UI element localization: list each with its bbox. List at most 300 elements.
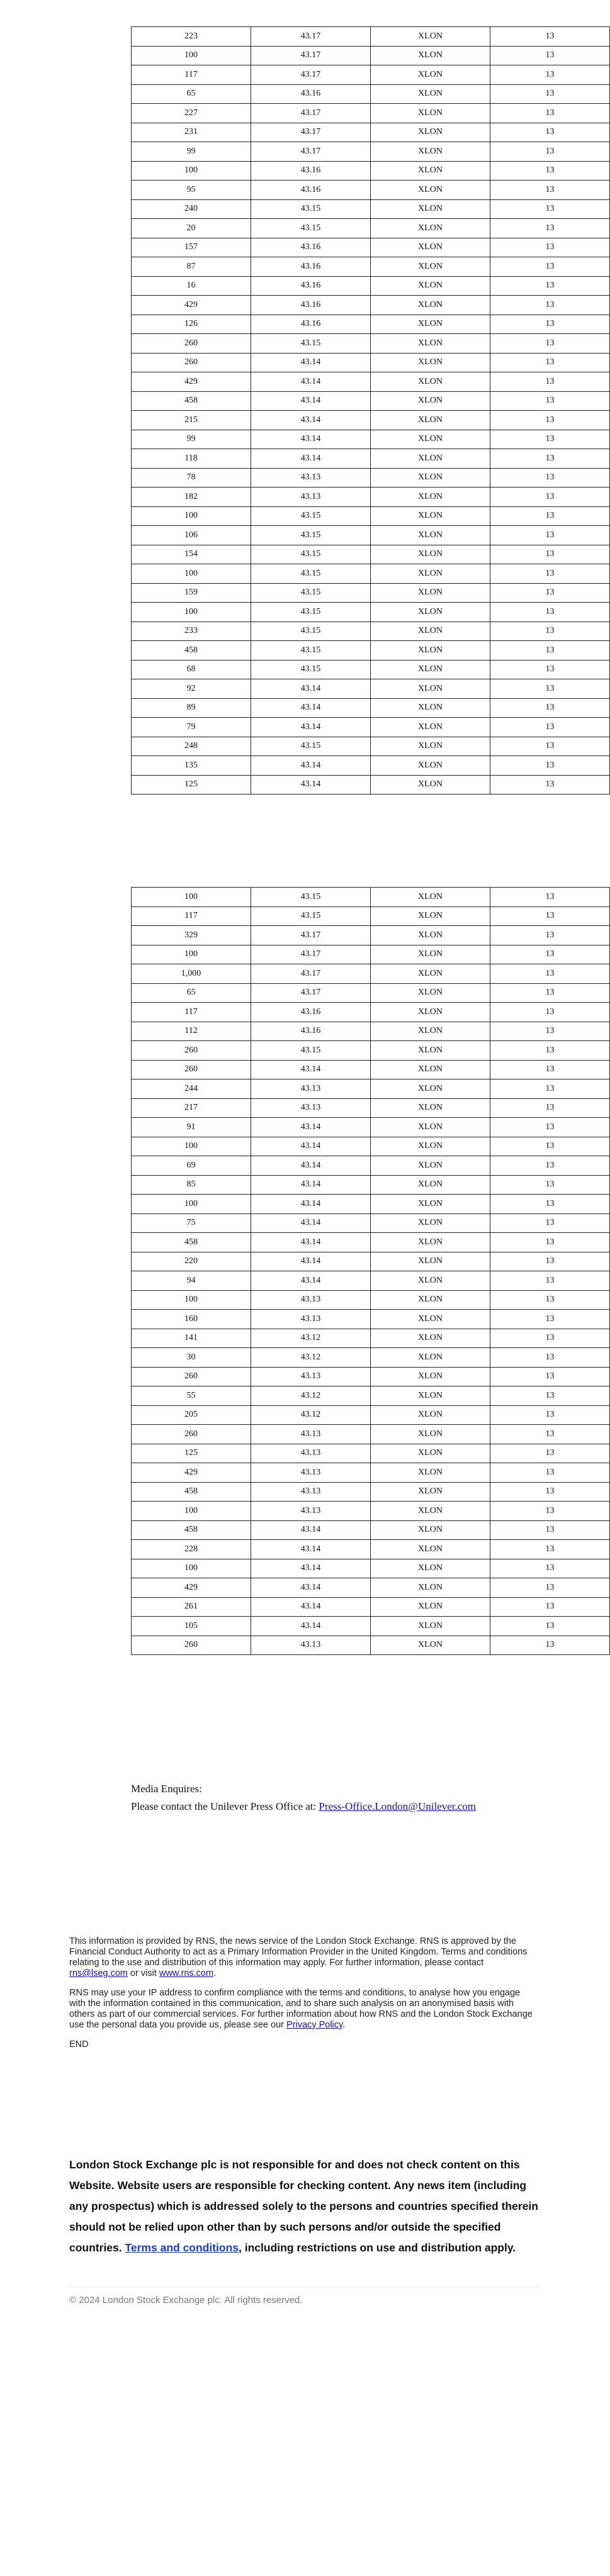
time-cell: 13 (490, 641, 610, 661)
time-cell: 13 (490, 1502, 610, 1521)
price-cell: 43.13 (251, 1079, 371, 1099)
volume-cell: 117 (132, 65, 251, 85)
table-row (132, 123, 610, 142)
volume-cell: 65 (132, 983, 251, 1003)
table-row (132, 411, 610, 430)
time-cell: 13 (490, 506, 610, 526)
volume-cell: 118 (132, 449, 251, 469)
price-cell: 43.12 (251, 1348, 371, 1368)
time-cell: 13 (490, 123, 610, 142)
volume-cell: 20 (132, 219, 251, 238)
volume-cell: 69 (132, 1156, 251, 1176)
price-cell: 43.12 (251, 1405, 371, 1425)
volume-cell: 95 (132, 181, 251, 200)
volume-cell: 92 (132, 679, 251, 699)
end-label: END (69, 2039, 89, 2049)
time-cell: 13 (490, 1137, 610, 1156)
table-row (132, 1290, 610, 1310)
volume-cell: 228 (132, 1540, 251, 1559)
venue-cell: XLON (371, 1444, 490, 1463)
venue-cell: XLON (371, 718, 490, 737)
volume-cell: 100 (132, 506, 251, 526)
venue-cell: XLON (371, 1482, 490, 1502)
time-cell: 13 (490, 1003, 610, 1022)
volume-cell: 244 (132, 1079, 251, 1099)
venue-cell: XLON (371, 1540, 490, 1559)
time-cell: 13 (490, 1425, 610, 1444)
volume-cell: 30 (132, 1348, 251, 1368)
venue-cell: XLON (371, 161, 490, 181)
venue-cell: XLON (371, 123, 490, 142)
venue-cell: XLON (371, 641, 490, 661)
time-cell: 13 (490, 411, 610, 430)
time-cell: 13 (490, 1252, 610, 1271)
time-cell: 13 (490, 906, 610, 926)
price-cell: 43.15 (251, 506, 371, 526)
volume-cell: 100 (132, 1195, 251, 1214)
table-row (132, 238, 610, 257)
venue-cell: XLON (371, 926, 490, 945)
volume-cell: 100 (132, 1137, 251, 1156)
price-cell: 43.13 (251, 468, 371, 488)
time-cell: 13 (490, 430, 610, 449)
price-cell: 43.17 (251, 46, 371, 65)
volume-cell: 227 (132, 104, 251, 123)
table-row (132, 1617, 610, 1636)
table-row (132, 945, 610, 964)
volume-cell: 260 (132, 1367, 251, 1386)
venue-cell: XLON (371, 660, 490, 679)
venue-cell: XLON (371, 1156, 490, 1176)
table-row (132, 964, 610, 984)
volume-cell: 429 (132, 296, 251, 315)
table-row (132, 1060, 610, 1079)
time-cell: 13 (490, 46, 610, 65)
price-cell: 43.16 (251, 161, 371, 181)
price-cell: 43.17 (251, 945, 371, 964)
volume-cell: 141 (132, 1329, 251, 1348)
time-cell: 13 (490, 718, 610, 737)
price-cell: 43.14 (251, 756, 371, 776)
volume-cell: 126 (132, 315, 251, 334)
table-row (132, 564, 610, 584)
price-cell: 43.14 (251, 449, 371, 469)
table-row (132, 888, 610, 907)
time-cell: 13 (490, 603, 610, 622)
price-cell: 43.14 (251, 1213, 371, 1233)
venue-cell: XLON (371, 526, 490, 545)
table-row (132, 1502, 610, 1521)
time-cell: 13 (490, 1329, 610, 1348)
time-cell: 13 (490, 1041, 610, 1061)
table-row (132, 1022, 610, 1041)
time-cell: 13 (490, 1271, 610, 1291)
price-cell: 43.15 (251, 622, 371, 641)
privacy-policy-link[interactable]: Privacy Policy (286, 2020, 343, 2030)
venue-cell: XLON (371, 583, 490, 603)
table-row (132, 1597, 610, 1617)
time-cell: 13 (490, 1444, 610, 1463)
volume-cell: 260 (132, 1425, 251, 1444)
table-row (132, 219, 610, 238)
venue-cell: XLON (371, 756, 490, 776)
table-row (132, 1444, 610, 1463)
volume-cell: 220 (132, 1252, 251, 1271)
table-row (132, 1520, 610, 1540)
table-row (132, 199, 610, 219)
volume-cell: 100 (132, 161, 251, 181)
volume-cell: 16 (132, 276, 251, 296)
time-cell: 13 (490, 276, 610, 296)
volume-cell: 458 (132, 1233, 251, 1252)
price-cell: 43.16 (251, 257, 371, 277)
venue-cell: XLON (371, 1348, 490, 1368)
volume-cell: 100 (132, 603, 251, 622)
price-cell: 43.16 (251, 1022, 371, 1041)
volume-cell: 89 (132, 698, 251, 718)
table-row (132, 276, 610, 296)
venue-cell: XLON (371, 449, 490, 469)
copyright-text: © 2024 London Stock Exchange plc. All rights reserved. (69, 2295, 303, 2306)
price-cell: 43.15 (251, 1041, 371, 1061)
media-contact-text: Please contact the Unilever Press Office at: (131, 1800, 319, 1812)
table-row (132, 526, 610, 545)
venue-cell: XLON (371, 622, 490, 641)
time-cell: 13 (490, 564, 610, 584)
volume-cell: 100 (132, 945, 251, 964)
venue-cell: XLON (371, 372, 490, 392)
venue-cell: XLON (371, 65, 490, 85)
price-cell: 43.13 (251, 488, 371, 507)
price-cell: 43.14 (251, 1597, 371, 1617)
price-cell: 43.15 (251, 526, 371, 545)
transactions-table-1 (131, 26, 555, 795)
time-cell: 13 (490, 1156, 610, 1176)
price-cell: 43.13 (251, 1482, 371, 1502)
venue-cell: XLON (371, 679, 490, 699)
disclaimer-tail: , including restrictions on use and distribution apply. (239, 2241, 516, 2254)
volume-cell: 100 (132, 564, 251, 584)
venue-cell: XLON (371, 276, 490, 296)
time-cell: 13 (490, 964, 610, 984)
price-cell: 43.14 (251, 1252, 371, 1271)
volume-cell: 217 (132, 1098, 251, 1118)
volume-cell: 125 (132, 1444, 251, 1463)
table-row (132, 1405, 610, 1425)
table-row (132, 983, 610, 1003)
volume-cell: 248 (132, 737, 251, 756)
volume-cell: 55 (132, 1386, 251, 1406)
table-row (132, 718, 610, 737)
media-enquiries (131, 1780, 476, 1815)
venue-cell: XLON (371, 1233, 490, 1252)
price-cell: 43.17 (251, 983, 371, 1003)
price-cell: 43.15 (251, 334, 371, 354)
venue-cell: XLON (371, 1137, 490, 1156)
price-cell: 43.17 (251, 104, 371, 123)
price-cell: 43.17 (251, 964, 371, 984)
volume-cell: 260 (132, 334, 251, 354)
price-cell: 43.14 (251, 1060, 371, 1079)
price-cell: 43.13 (251, 1502, 371, 1521)
price-cell: 43.14 (251, 1156, 371, 1176)
time-cell: 13 (490, 391, 610, 411)
volume-cell: 260 (132, 1636, 251, 1655)
venue-cell: XLON (371, 1290, 490, 1310)
volume-cell: 99 (132, 430, 251, 449)
price-cell: 43.15 (251, 888, 371, 907)
table-row (132, 104, 610, 123)
venue-cell: XLON (371, 1425, 490, 1444)
venue-cell: XLON (371, 468, 490, 488)
price-cell: 43.15 (251, 906, 371, 926)
table-row (132, 84, 610, 104)
time-cell: 13 (490, 1463, 610, 1483)
time-cell: 13 (490, 622, 610, 641)
price-cell: 43.16 (251, 296, 371, 315)
venue-cell: XLON (371, 257, 490, 277)
venue-cell: XLON (371, 775, 490, 795)
volume-cell: 223 (132, 27, 251, 47)
venue-cell: XLON (371, 1175, 490, 1195)
price-cell: 43.13 (251, 1098, 371, 1118)
volume-cell: 105 (132, 1617, 251, 1636)
time-cell: 13 (490, 372, 610, 392)
time-cell: 13 (490, 1597, 610, 1617)
price-cell: 43.14 (251, 679, 371, 699)
price-cell: 43.13 (251, 1425, 371, 1444)
price-cell: 43.16 (251, 276, 371, 296)
volume-cell: 429 (132, 1578, 251, 1598)
table-row (132, 679, 610, 699)
volume-cell: 100 (132, 1559, 251, 1578)
price-cell: 43.13 (251, 1463, 371, 1483)
transactions-table-1-body (132, 27, 610, 795)
volume-cell: 260 (132, 1041, 251, 1061)
time-cell: 13 (490, 545, 610, 564)
time-cell: 13 (490, 756, 610, 776)
table-row (132, 1003, 610, 1022)
time-cell: 13 (490, 926, 610, 945)
venue-cell: XLON (371, 46, 490, 65)
table-row (132, 1098, 610, 1118)
time-cell: 13 (490, 353, 610, 372)
table-row (132, 1156, 610, 1176)
price-cell: 43.15 (251, 583, 371, 603)
rns-notice (69, 1936, 538, 2059)
price-cell: 43.16 (251, 238, 371, 257)
time-cell: 13 (490, 679, 610, 699)
price-cell: 43.14 (251, 391, 371, 411)
time-cell: 13 (490, 488, 610, 507)
time-cell: 13 (490, 1482, 610, 1502)
volume-cell: 429 (132, 1463, 251, 1483)
volume-cell: 79 (132, 718, 251, 737)
table-row (132, 1463, 610, 1483)
rns-p1-end: . (213, 1968, 217, 1978)
time-cell: 13 (490, 65, 610, 85)
time-cell: 13 (490, 1290, 610, 1310)
price-cell: 43.13 (251, 1367, 371, 1386)
venue-cell: XLON (371, 27, 490, 47)
venue-cell: XLON (371, 199, 490, 219)
media-contact (131, 1798, 476, 1815)
table-row (132, 698, 610, 718)
time-cell: 13 (490, 1559, 610, 1578)
table-row (132, 506, 610, 526)
price-cell: 43.12 (251, 1386, 371, 1406)
venue-cell: XLON (371, 1213, 490, 1233)
venue-cell: XLON (371, 545, 490, 564)
time-cell: 13 (490, 334, 610, 354)
time-cell: 13 (490, 181, 610, 200)
venue-cell: XLON (371, 506, 490, 526)
time-cell: 13 (490, 1098, 610, 1118)
media-heading: Media Enquires: (131, 1783, 202, 1795)
price-cell: 43.15 (251, 641, 371, 661)
table-row (132, 737, 610, 756)
table-row (132, 296, 610, 315)
price-cell: 43.14 (251, 411, 371, 430)
terms-and-conditions-link[interactable]: Terms and conditions (125, 2241, 239, 2254)
rns-p1-mid: or visit (127, 1968, 159, 1978)
volume-cell: 117 (132, 1003, 251, 1022)
venue-cell: XLON (371, 737, 490, 756)
venue-cell: XLON (371, 1195, 490, 1214)
time-cell: 13 (490, 1405, 610, 1425)
table-row (132, 775, 610, 795)
venue-cell: XLON (371, 238, 490, 257)
volume-cell: 458 (132, 1520, 251, 1540)
venue-cell: XLON (371, 334, 490, 354)
table-row (132, 660, 610, 679)
venue-cell: XLON (371, 1003, 490, 1022)
venue-cell: XLON (371, 983, 490, 1003)
price-cell: 43.14 (251, 1271, 371, 1291)
venue-cell: XLON (371, 84, 490, 104)
table-row (132, 181, 610, 200)
venue-cell: XLON (371, 1597, 490, 1617)
venue-cell: XLON (371, 1060, 490, 1079)
venue-cell: XLON (371, 1636, 490, 1655)
volume-cell: 458 (132, 641, 251, 661)
volume-cell: 106 (132, 526, 251, 545)
time-cell: 13 (490, 1578, 610, 1598)
time-cell: 13 (490, 1348, 610, 1368)
venue-cell: XLON (371, 1520, 490, 1540)
rns-p2-end: . (342, 2020, 346, 2030)
volume-cell: 78 (132, 468, 251, 488)
price-cell: 43.13 (251, 1444, 371, 1463)
volume-cell: 458 (132, 1482, 251, 1502)
table-row (132, 1425, 610, 1444)
press-office-email-link[interactable]: Press-Office.London@Unilever.com (319, 1800, 477, 1812)
price-cell: 43.16 (251, 84, 371, 104)
table-row (132, 1310, 610, 1329)
table-row (132, 1348, 610, 1368)
table-row (132, 1329, 610, 1348)
price-cell: 43.14 (251, 1233, 371, 1252)
table-row (132, 756, 610, 776)
venue-cell: XLON (371, 1079, 490, 1099)
price-cell: 43.14 (251, 353, 371, 372)
time-cell: 13 (490, 1233, 610, 1252)
volume-cell: 87 (132, 257, 251, 277)
table-row (132, 1118, 610, 1137)
time-cell: 13 (490, 315, 610, 334)
price-cell: 43.13 (251, 1636, 371, 1655)
volume-cell: 65 (132, 84, 251, 104)
volume-cell: 231 (132, 123, 251, 142)
volume-cell: 75 (132, 1213, 251, 1233)
price-cell: 43.16 (251, 315, 371, 334)
venue-cell: XLON (371, 315, 490, 334)
table-row (132, 1213, 610, 1233)
venue-cell: XLON (371, 906, 490, 926)
time-cell: 13 (490, 104, 610, 123)
table-row (132, 1559, 610, 1578)
table-row (132, 926, 610, 945)
volume-cell: 261 (132, 1597, 251, 1617)
venue-cell: XLON (371, 1578, 490, 1598)
venue-cell: XLON (371, 1405, 490, 1425)
table-row (132, 545, 610, 564)
table-row (132, 1137, 610, 1156)
volume-cell: 117 (132, 906, 251, 926)
time-cell: 13 (490, 1213, 610, 1233)
venue-cell: XLON (371, 1118, 490, 1137)
rns-website-link[interactable]: www.rns.com (159, 1968, 214, 1978)
price-cell: 43.14 (251, 775, 371, 795)
venue-cell: XLON (371, 104, 490, 123)
price-cell: 43.14 (251, 1540, 371, 1559)
table-row (132, 488, 610, 507)
rns-email-link[interactable]: rns@lseg.com (69, 1968, 128, 1978)
price-cell: 43.15 (251, 219, 371, 238)
disclaimer-text: London Stock Exchange plc is not responsible for and does not check content on this Website. Website users are responsible for checking content. Any news item (including any prospectus) which is addressed solely to the persons and countries specified therein should not be relied upon other than by such persons and/or outside the specified countries. (69, 2158, 538, 2254)
time-cell: 13 (490, 775, 610, 795)
table-row (132, 430, 610, 449)
volume-cell: 112 (132, 1022, 251, 1041)
table-row (132, 1367, 610, 1386)
venue-cell: XLON (371, 391, 490, 411)
table-row (132, 1175, 610, 1195)
rns-p2-text: RNS may use your IP address to confirm compliance with the terms and conditions, to analyse how you engage with the information contained in this communication, and to share such analysis on an anonymised basis with others as part of our commercial services. For further information about how RNS and the London Stock Exchange use the personal data you provide us, please see our (69, 1988, 533, 2030)
price-cell: 43.17 (251, 65, 371, 85)
price-cell: 43.13 (251, 1290, 371, 1310)
volume-cell: 1,000 (132, 964, 251, 984)
volume-cell: 135 (132, 756, 251, 776)
table-row (132, 906, 610, 926)
price-cell: 43.13 (251, 1310, 371, 1329)
volume-cell: 100 (132, 1290, 251, 1310)
time-cell: 13 (490, 660, 610, 679)
price-cell: 43.14 (251, 1175, 371, 1195)
time-cell: 13 (490, 199, 610, 219)
price-cell: 43.15 (251, 603, 371, 622)
table-row (132, 372, 610, 392)
time-cell: 13 (490, 1310, 610, 1329)
venue-cell: XLON (371, 1252, 490, 1271)
time-cell: 13 (490, 238, 610, 257)
table-row (132, 603, 610, 622)
venue-cell: XLON (371, 1041, 490, 1061)
price-cell: 43.16 (251, 1003, 371, 1022)
lse-disclaimer (69, 2155, 541, 2258)
venue-cell: XLON (371, 964, 490, 984)
venue-cell: XLON (371, 1367, 490, 1386)
price-cell: 43.15 (251, 737, 371, 756)
